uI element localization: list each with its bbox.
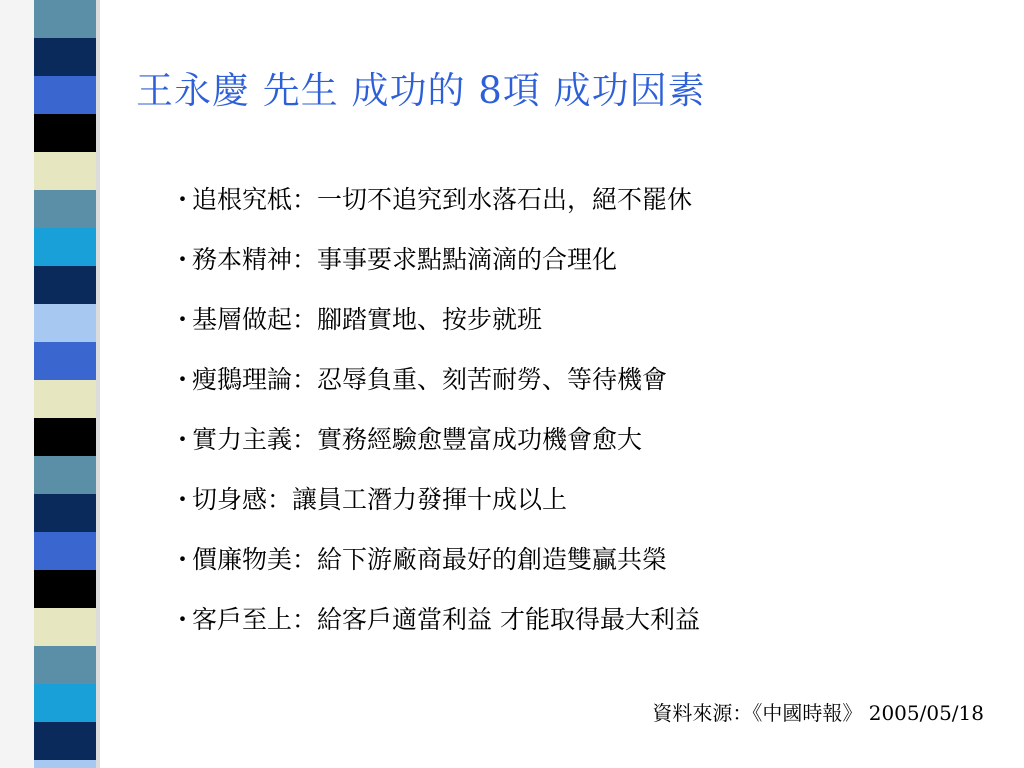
bullet-dot: ・	[170, 605, 196, 634]
stripe-band	[34, 418, 96, 456]
bullet-item	[170, 420, 700, 480]
bullet-list	[170, 180, 700, 660]
bullet-dot: ・	[170, 425, 196, 454]
stripe-band	[34, 684, 96, 722]
source-citation: 資料來源：《中國時報》 2005/05/18	[652, 701, 984, 725]
stripe-column	[34, 0, 96, 768]
bullet-text: 客戶至上：給客戶適當利益 才能取得最大利益	[192, 605, 700, 634]
stripe-band	[34, 570, 96, 608]
stripe-shadow	[96, 0, 100, 768]
stripe-band	[34, 456, 96, 494]
stripe-band	[34, 760, 96, 768]
bullet-dot: ・	[170, 305, 196, 334]
stripe-band	[34, 380, 96, 418]
stripe-band	[34, 494, 96, 532]
stripe-band	[34, 304, 96, 342]
stripe-band	[34, 190, 96, 228]
bullet-item	[170, 540, 700, 600]
bullet-dot: ・	[170, 545, 196, 574]
bullet-item	[170, 600, 700, 660]
bullet-item	[170, 360, 700, 420]
stripe-band	[34, 266, 96, 304]
bullet-item	[170, 480, 700, 540]
bullet-item	[170, 300, 700, 360]
bullet-text: 實力主義：實務經驗愈豐富成功機會愈大	[192, 425, 643, 454]
stripe-band	[34, 532, 96, 570]
stripe-band	[34, 76, 96, 114]
bullet-dot: ・	[170, 365, 196, 394]
bullet-item	[170, 240, 700, 300]
bullet-text: 務本精神：事事要求點點滴滴的合理化	[192, 245, 618, 274]
stripe-band	[34, 646, 96, 684]
stripe-band	[34, 38, 96, 76]
stripe-band	[34, 722, 96, 760]
bullet-text: 基層做起：腳踏實地、按步就班	[192, 305, 543, 334]
bullet-item	[170, 180, 700, 240]
stripe-band	[34, 0, 96, 38]
bullet-dot: ・	[170, 485, 196, 514]
stripe-band	[34, 228, 96, 266]
bullet-dot: ・	[170, 185, 196, 214]
stripe-band	[34, 152, 96, 190]
bullet-text: 瘦鵝理論：忍辱負重、刻苦耐勞、等待機會	[192, 365, 668, 394]
decorative-stripe-bar	[0, 0, 100, 768]
stripe-band	[34, 608, 96, 646]
stripe-band	[34, 114, 96, 152]
bullet-text: 切身感：讓員工潛力發揮十成以上	[192, 485, 568, 514]
bullet-text: 價廉物美：給下游廠商最好的創造雙贏共榮	[192, 545, 668, 574]
slide-title: 王永慶 先生 成功的 8項 成功因素	[136, 69, 706, 112]
bullet-dot: ・	[170, 245, 196, 274]
bullet-text: 追根究柢：一切不追究到水落石出，絕不罷休	[192, 185, 693, 214]
stripe-band	[34, 342, 96, 380]
